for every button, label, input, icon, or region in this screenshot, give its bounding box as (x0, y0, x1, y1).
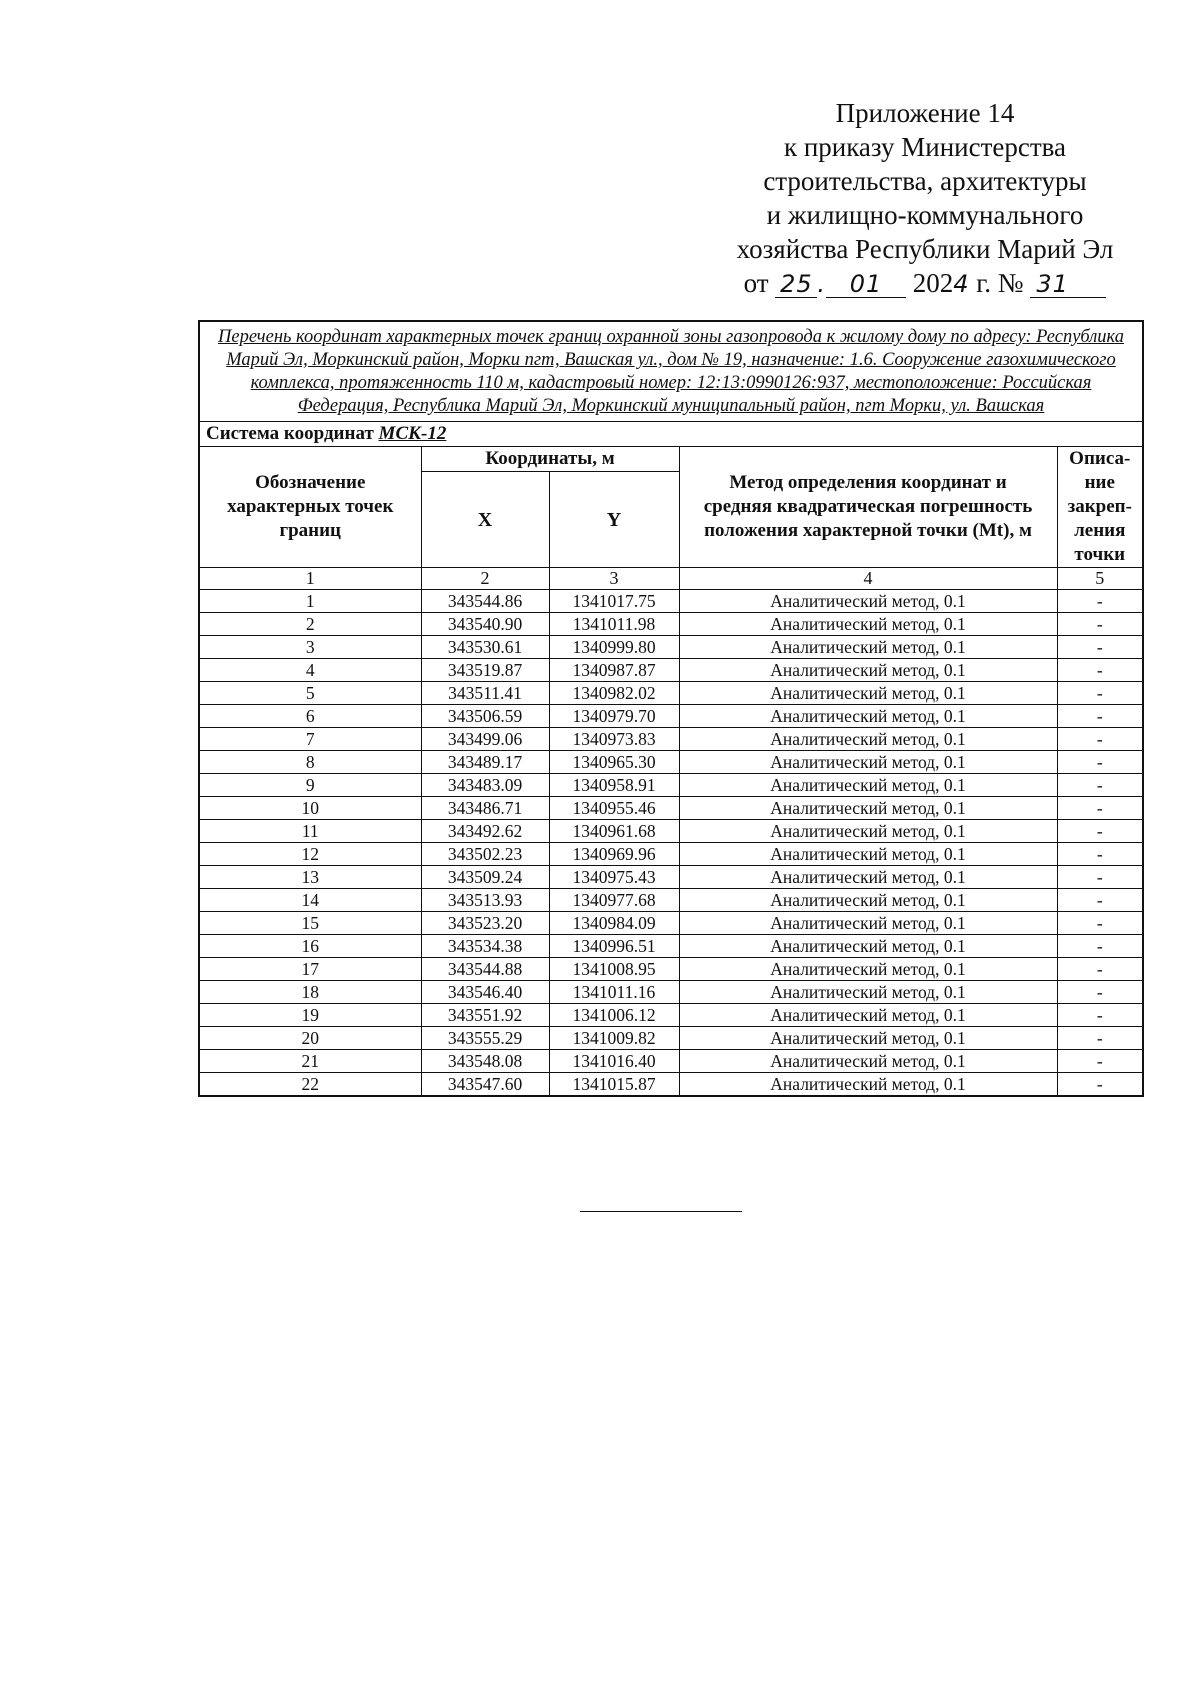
date-separator: . (817, 270, 826, 298)
column-number: 2 (421, 568, 549, 590)
table-row (199, 958, 1143, 981)
y-coordinate-cell: 1340969.96 (549, 843, 679, 866)
point-number-cell: 12 (199, 843, 421, 866)
order-number: 31 (1030, 271, 1106, 298)
header-description-line: закреп- (1067, 496, 1132, 517)
table-row (199, 820, 1143, 843)
table-row (199, 1027, 1143, 1050)
x-coordinate-cell: 343502.23 (421, 843, 549, 866)
coordinate-system-value: МСК-12 (378, 423, 447, 444)
annex-line-housing: и жилищно-коммунального (766, 200, 1084, 230)
y-coordinate-cell: 1341009.82 (549, 1027, 679, 1050)
method-cell: Аналитический метод, 0.1 (679, 935, 1057, 958)
method-cell: Аналитический метод, 0.1 (679, 866, 1057, 889)
header-y: Y (549, 472, 679, 568)
method-cell: Аналитический метод, 0.1 (679, 613, 1057, 636)
table-row (199, 728, 1143, 751)
y-coordinate-cell: 1340999.80 (549, 636, 679, 659)
y-coordinate-cell: 1341008.95 (549, 958, 679, 981)
method-cell: Аналитический метод, 0.1 (679, 797, 1057, 820)
description-cell: - (1057, 1004, 1143, 1027)
description-cell: - (1057, 705, 1143, 728)
description-cell: - (1057, 866, 1143, 889)
method-cell: Аналитический метод, 0.1 (679, 1073, 1057, 1097)
method-cell: Аналитический метод, 0.1 (679, 820, 1057, 843)
point-number-cell: 18 (199, 981, 421, 1004)
x-coordinate-cell: 343523.20 (421, 912, 549, 935)
point-number-cell: 2 (199, 613, 421, 636)
point-number-cell: 6 (199, 705, 421, 728)
date-month: 01 (826, 271, 906, 298)
end-divider (580, 1211, 742, 1212)
method-cell: Аналитический метод, 0.1 (679, 1027, 1057, 1050)
description-cell: - (1057, 889, 1143, 912)
x-coordinate-cell: 343555.29 (421, 1027, 549, 1050)
x-coordinate-cell: 343548.08 (421, 1050, 549, 1073)
x-coordinate-cell: 343544.88 (421, 958, 549, 981)
x-coordinate-cell: 343540.90 (421, 613, 549, 636)
coordinate-system-label: Система координат (206, 423, 374, 444)
method-cell: Аналитический метод, 0.1 (679, 659, 1057, 682)
point-number-cell: 14 (199, 889, 421, 912)
x-coordinate-cell: 343534.38 (421, 935, 549, 958)
point-number-cell: 9 (199, 774, 421, 797)
description-cell: - (1057, 820, 1143, 843)
point-number-cell: 7 (199, 728, 421, 751)
header-description-line: ние (1084, 472, 1115, 493)
column-number: 3 (549, 568, 679, 590)
point-number-cell: 20 (199, 1027, 421, 1050)
y-coordinate-cell: 1340955.46 (549, 797, 679, 820)
method-cell: Аналитический метод, 0.1 (679, 705, 1057, 728)
description-cell: - (1057, 1027, 1143, 1050)
x-coordinate-cell: 343546.40 (421, 981, 549, 1004)
description-cell: - (1057, 935, 1143, 958)
table-row (199, 613, 1143, 636)
x-coordinate-cell: 343499.06 (421, 728, 549, 751)
x-coordinate-cell: 343483.09 (421, 774, 549, 797)
method-cell: Аналитический метод, 0.1 (679, 728, 1057, 751)
point-number-cell: 1 (199, 590, 421, 613)
column-number: 4 (679, 568, 1057, 590)
point-number-cell: 15 (199, 912, 421, 935)
description-cell: - (1057, 1050, 1143, 1073)
table-caption: Перечень координат характерных точек границ охранной зоны газопровода к жилому дому по адресу: Республика Марий Эл, Моркинский район, Морки пгт, Вашская ул., дом № 19, назначение: 1.6. Сооружение газохимического комплекса, протяженность 110 м, кадастровый номер: 12:13:0990126:937, местоположение: Российская Федерация, Республика Марий Эл, Моркинский муниципальный район, пгт Морки, ул. Вашская (199, 321, 1143, 422)
header-coordinates: Координаты, м (421, 447, 679, 472)
table-row (199, 1073, 1143, 1097)
header-description-line: ления (1074, 520, 1126, 541)
description-cell: - (1057, 797, 1143, 820)
date-year-suffix: г. № (976, 268, 1024, 298)
description-cell: - (1057, 590, 1143, 613)
method-cell: Аналитический метод, 0.1 (679, 774, 1057, 797)
header-x: X (421, 472, 549, 568)
header-description-line: Описа- (1069, 448, 1131, 469)
table-row (199, 981, 1143, 1004)
y-coordinate-cell: 1341011.98 (549, 613, 679, 636)
y-coordinate-cell: 1341006.12 (549, 1004, 679, 1027)
method-cell: Аналитический метод, 0.1 (679, 958, 1057, 981)
x-coordinate-cell: 343544.86 (421, 590, 549, 613)
x-coordinate-cell: 343492.62 (421, 820, 549, 843)
y-coordinate-cell: 1340961.68 (549, 820, 679, 843)
y-coordinate-cell: 1340958.91 (549, 774, 679, 797)
point-number-cell: 11 (199, 820, 421, 843)
description-cell: - (1057, 751, 1143, 774)
table-row (199, 751, 1143, 774)
point-number-cell: 10 (199, 797, 421, 820)
point-number-cell: 4 (199, 659, 421, 682)
coordinates-table (198, 320, 1144, 1097)
point-number-cell: 8 (199, 751, 421, 774)
x-coordinate-cell: 343530.61 (421, 636, 549, 659)
date-year-printed: 202 (912, 268, 954, 298)
point-number-cell: 5 (199, 682, 421, 705)
y-coordinate-cell: 1341016.40 (549, 1050, 679, 1073)
x-coordinate-cell: 343551.92 (421, 1004, 549, 1027)
header-description-line: точки (1074, 544, 1126, 565)
description-cell: - (1057, 912, 1143, 935)
y-coordinate-cell: 1340965.30 (549, 751, 679, 774)
point-number-cell: 21 (199, 1050, 421, 1073)
description-cell: - (1057, 613, 1143, 636)
y-coordinate-cell: 1340975.43 (549, 866, 679, 889)
order-date-line (690, 266, 1160, 301)
description-cell: - (1057, 774, 1143, 797)
table-row (199, 682, 1143, 705)
description-cell: - (1057, 728, 1143, 751)
x-coordinate-cell: 343486.71 (421, 797, 549, 820)
x-coordinate-cell: 343489.17 (421, 751, 549, 774)
method-cell: Аналитический метод, 0.1 (679, 981, 1057, 1004)
method-cell: Аналитический метод, 0.1 (679, 912, 1057, 935)
point-number-cell: 17 (199, 958, 421, 981)
x-coordinate-cell: 343519.87 (421, 659, 549, 682)
method-cell: Аналитический метод, 0.1 (679, 636, 1057, 659)
table-row (199, 1050, 1143, 1073)
point-number-cell: 3 (199, 636, 421, 659)
point-number-cell: 16 (199, 935, 421, 958)
method-cell: Аналитический метод, 0.1 (679, 682, 1057, 705)
description-cell: - (1057, 636, 1143, 659)
y-coordinate-cell: 1340979.70 (549, 705, 679, 728)
y-coordinate-cell: 1341011.16 (549, 981, 679, 1004)
y-coordinate-cell: 1341015.87 (549, 1073, 679, 1097)
date-prefix: от (743, 268, 769, 298)
table-row (199, 843, 1143, 866)
table-row (199, 935, 1143, 958)
date-day: 25 (775, 271, 817, 298)
table-row (199, 705, 1143, 728)
description-cell: - (1057, 843, 1143, 866)
coordinate-system-row (199, 422, 1143, 447)
description-cell: - (1057, 958, 1143, 981)
column-number: 5 (1057, 568, 1143, 590)
description-cell: - (1057, 1073, 1143, 1097)
y-coordinate-cell: 1340977.68 (549, 889, 679, 912)
method-cell: Аналитический метод, 0.1 (679, 1004, 1057, 1027)
table-row (199, 797, 1143, 820)
column-number: 1 (199, 568, 421, 590)
description-cell: - (1057, 981, 1143, 1004)
y-coordinate-cell: 1340984.09 (549, 912, 679, 935)
table-body (199, 590, 1143, 1097)
method-cell: Аналитический метод, 0.1 (679, 1050, 1057, 1073)
method-cell: Аналитический метод, 0.1 (679, 590, 1057, 613)
table-row (199, 636, 1143, 659)
table-row (199, 590, 1143, 613)
table-row (199, 866, 1143, 889)
y-coordinate-cell: 1341017.75 (549, 590, 679, 613)
y-coordinate-cell: 1340996.51 (549, 935, 679, 958)
table-row (199, 659, 1143, 682)
header-designation: Обозначение характерных точек границ (199, 447, 421, 568)
header-method: Метод определения координат и средняя квадратическая погрешность положения характерной точки (Mt), м (679, 447, 1057, 568)
annex-line-ministry: строительства, архитектуры (763, 166, 1087, 196)
x-coordinate-cell: 343511.41 (421, 682, 549, 705)
y-coordinate-cell: 1340982.02 (549, 682, 679, 705)
annex-header (690, 96, 1160, 301)
annex-line-republic: хозяйства Республики Марий Эл (736, 234, 1114, 264)
point-number-cell: 19 (199, 1004, 421, 1027)
table-row (199, 912, 1143, 935)
date-year-handwritten: 4 (953, 270, 970, 298)
x-coordinate-cell: 343509.24 (421, 866, 549, 889)
method-cell: Аналитический метод, 0.1 (679, 751, 1057, 774)
description-cell: - (1057, 659, 1143, 682)
x-coordinate-cell: 343506.59 (421, 705, 549, 728)
annex-title: Приложение 14 (835, 98, 1015, 128)
point-number-cell: 22 (199, 1073, 421, 1097)
table-row (199, 774, 1143, 797)
x-coordinate-cell: 343547.60 (421, 1073, 549, 1097)
method-cell: Аналитический метод, 0.1 (679, 889, 1057, 912)
method-cell: Аналитический метод, 0.1 (679, 843, 1057, 866)
point-number-cell: 13 (199, 866, 421, 889)
annex-line-order: к приказу Министерства (783, 132, 1067, 162)
table-row (199, 889, 1143, 912)
x-coordinate-cell: 343513.93 (421, 889, 549, 912)
table-row (199, 1004, 1143, 1027)
y-coordinate-cell: 1340973.83 (549, 728, 679, 751)
header-description (1057, 447, 1143, 568)
y-coordinate-cell: 1340987.87 (549, 659, 679, 682)
column-numbers-row (199, 568, 1143, 590)
description-cell: - (1057, 682, 1143, 705)
